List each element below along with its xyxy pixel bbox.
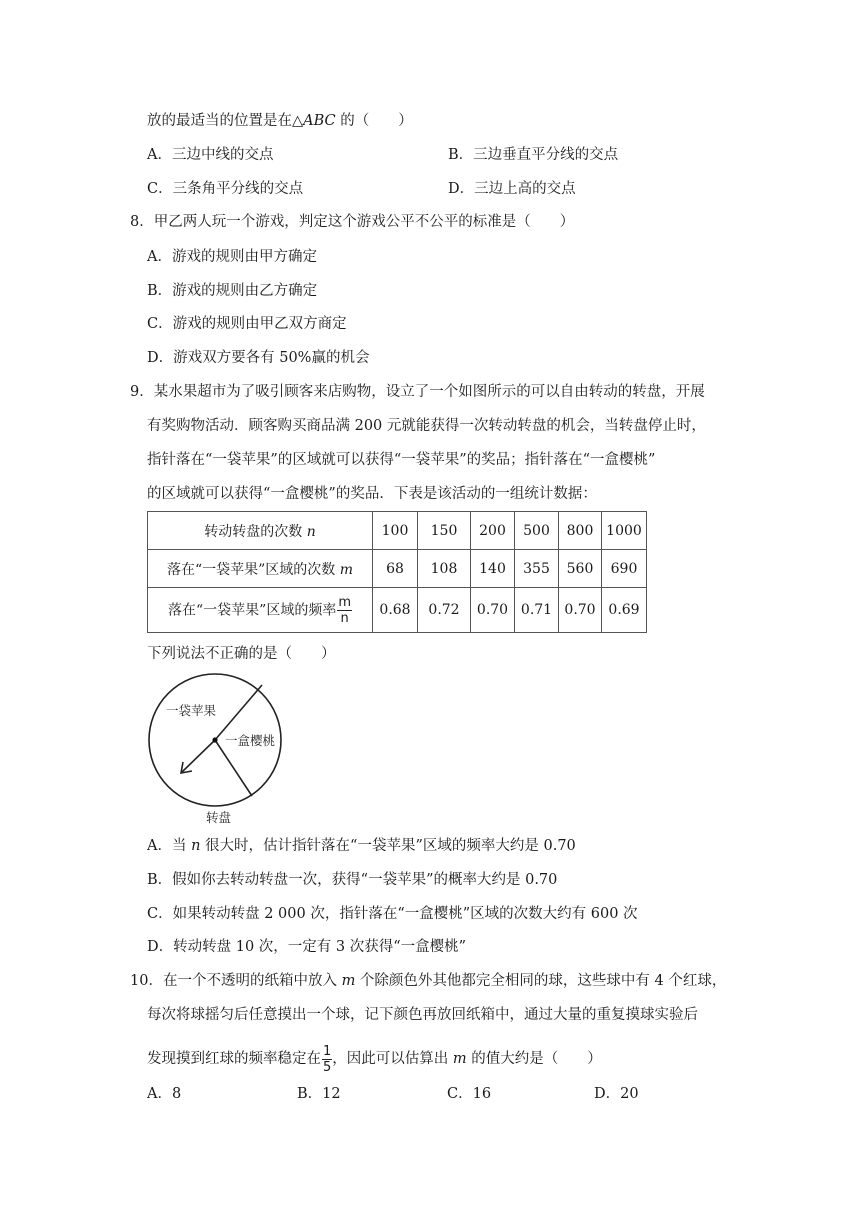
q9-stem-line-3: 指针落在“一袋苹果”的区域就可以获得“一袋苹果”的奖品；指针落在“一盒樱桃”	[147, 452, 656, 468]
option-value: 16	[472, 1086, 492, 1102]
option-text: 三边中线的交点	[171, 147, 274, 163]
q9-stem-line-1: 9．某水果超市为了吸引顾客来店购物，设立了一个如图所示的可以自由转动的转盘，开展	[130, 384, 705, 400]
table-row-spin-count	[148, 512, 647, 550]
q10-option-c[interactable]	[447, 1084, 491, 1104]
fraction-numerator: m	[338, 594, 351, 610]
table-cell: 0.68	[373, 588, 418, 633]
q9-stem-line-4: 的区域就可以获得“一盒樱桃”的奖品．下表是该活动的一组统计数据：	[147, 486, 597, 502]
option-label: D．	[594, 1086, 621, 1102]
fraction-one-fifth	[322, 1045, 332, 1074]
table-cell: 0.72	[418, 588, 471, 633]
table-cell: 200	[471, 512, 515, 550]
pointer-arrow-shaft	[182, 740, 215, 772]
table-cell: 0.70	[471, 588, 515, 633]
table-cell: 68	[373, 550, 418, 588]
option-text: A．当	[147, 838, 192, 854]
option-label: D．	[448, 181, 475, 197]
q8-option-d[interactable]: D．游戏双方要各有 50%赢的机会	[147, 350, 370, 366]
row-header	[148, 550, 373, 588]
wheel-center-pin	[212, 737, 217, 742]
wheel-label-cherry: 一盒樱桃	[225, 733, 276, 748]
q10-stem-line-3	[147, 1044, 602, 1074]
row-header-text: 落在“一袋苹果”区域的次数	[166, 561, 340, 578]
q10-option-d[interactable]	[594, 1084, 639, 1104]
row-header	[148, 588, 373, 633]
option-text: 三条角平分线的交点	[172, 181, 304, 197]
q10-stem-line-1	[130, 971, 726, 991]
table-cell: 150	[418, 512, 471, 550]
stem-text: ，因此可以估算出	[332, 1051, 453, 1067]
option-label: A．	[147, 1086, 172, 1102]
q7-stem-text: 放的最适当的位置是在△	[147, 113, 304, 129]
stem-text: 的值大约是（ ）	[466, 1051, 602, 1067]
fraction-m-over-n	[337, 596, 352, 625]
q7-triangle-name: ABC	[303, 113, 336, 129]
table-cell: 800	[559, 512, 602, 550]
table-cell: 0.71	[515, 588, 559, 633]
option-value: 12	[322, 1086, 341, 1102]
option-label: B．	[448, 147, 474, 163]
table-cell: 100	[373, 512, 418, 550]
q9-option-b[interactable]: B．假如你去转动转盘一次，获得“一袋苹果”的概率大约是 0.70	[147, 872, 558, 888]
table-row-apple-frequency	[148, 588, 647, 633]
q8-option-c[interactable]: C．游戏的规则由甲乙双方商定	[147, 316, 347, 332]
q7-option-a[interactable]	[147, 145, 273, 165]
option-var: n	[191, 838, 201, 854]
wheel-caption: 转盘	[206, 810, 232, 825]
table-cell: 140	[471, 550, 515, 588]
stem-var: m	[452, 1051, 467, 1067]
table-cell: 690	[602, 550, 647, 588]
table-cell: 108	[418, 550, 471, 588]
option-label: C．	[447, 1086, 473, 1102]
row-header-text: 落在“一袋苹果”区域的频率	[168, 602, 337, 618]
q7-option-c[interactable]	[147, 179, 303, 199]
q7-stem-bracket: 的（ ）	[335, 113, 413, 129]
option-text: 三边上高的交点	[474, 181, 576, 197]
table-row-apple-count	[148, 550, 647, 588]
q8-stem: 8．甲乙两人玩一个游戏，判定这个游戏公平不公平的标准是（ ）	[130, 214, 575, 230]
fraction-denominator: n	[340, 610, 349, 626]
option-value: 8	[171, 1086, 182, 1102]
stem-text: 个除颜色外其他都完全相同的球，这些球中有 4 个红球，	[355, 973, 727, 989]
spinner-wheel-figure	[146, 670, 286, 830]
option-label: C．	[147, 181, 173, 197]
q9-option-c[interactable]: C．如果转动转盘 2 000 次，指针落在“一盒樱桃”区域的次数大约有 600 次	[147, 906, 638, 922]
q9-stats-table	[147, 511, 647, 633]
row-header-text: 转动转盘的次数	[204, 523, 307, 540]
stem-text: 发现摸到红球的频率稳定在	[147, 1051, 321, 1067]
spinner-wheel-svg	[146, 670, 286, 830]
table-cell: 0.70	[559, 588, 602, 633]
q9-question: 下列说法不正确的是（ ）	[147, 646, 336, 662]
q10-option-a[interactable]	[147, 1084, 181, 1104]
option-value: 20	[620, 1086, 639, 1102]
row-header	[148, 512, 373, 550]
wheel-divider-line	[215, 685, 262, 740]
option-text: 很大时，估计指针落在“一袋苹果”区域的频率大约是 0.70	[200, 838, 576, 854]
q7-option-d[interactable]	[448, 179, 576, 199]
q10-option-b[interactable]	[297, 1084, 341, 1104]
stem-text: 10．在一个不透明的纸箱中放入	[130, 973, 342, 989]
q7-stem-tail	[147, 111, 413, 131]
q7-option-b[interactable]	[448, 145, 618, 165]
fraction-numerator: 1	[323, 1043, 332, 1059]
table-cell: 1000	[602, 512, 647, 550]
row-header-var: n	[306, 523, 316, 540]
option-label: B．	[297, 1086, 323, 1102]
table-cell: 0.69	[602, 588, 647, 633]
q10-stem-line-2: 每次将球摇匀后任意摸出一个球，记下颜色再放回纸箱中，通过大量的重复摸球实验后	[147, 1007, 698, 1023]
table-cell: 355	[515, 550, 559, 588]
wheel-divider-line	[215, 740, 252, 796]
q9-stem-line-2: 有奖购物活动．顾客购买商品满 200 元就能获得一次转动转盘的机会，当转盘停止时，	[147, 418, 706, 434]
table-cell: 500	[515, 512, 559, 550]
option-label: A．	[147, 147, 172, 163]
stem-var: m	[341, 973, 356, 989]
wheel-label-apple: 一袋苹果	[166, 703, 217, 718]
table-cell: 560	[559, 550, 602, 588]
q8-option-a[interactable]: A．游戏的规则由甲方确定	[147, 249, 317, 265]
q9-option-d[interactable]: D．转动转盘 10 次，一定有 3 次获得“一盒樱桃”	[147, 939, 467, 955]
q8-option-b[interactable]: B．游戏的规则由乙方确定	[147, 283, 318, 299]
row-header-var: m	[339, 561, 354, 578]
fraction-denominator: 5	[323, 1059, 332, 1075]
q9-option-a[interactable]	[147, 836, 576, 856]
option-text: 三边垂直平分线的交点	[473, 147, 619, 163]
